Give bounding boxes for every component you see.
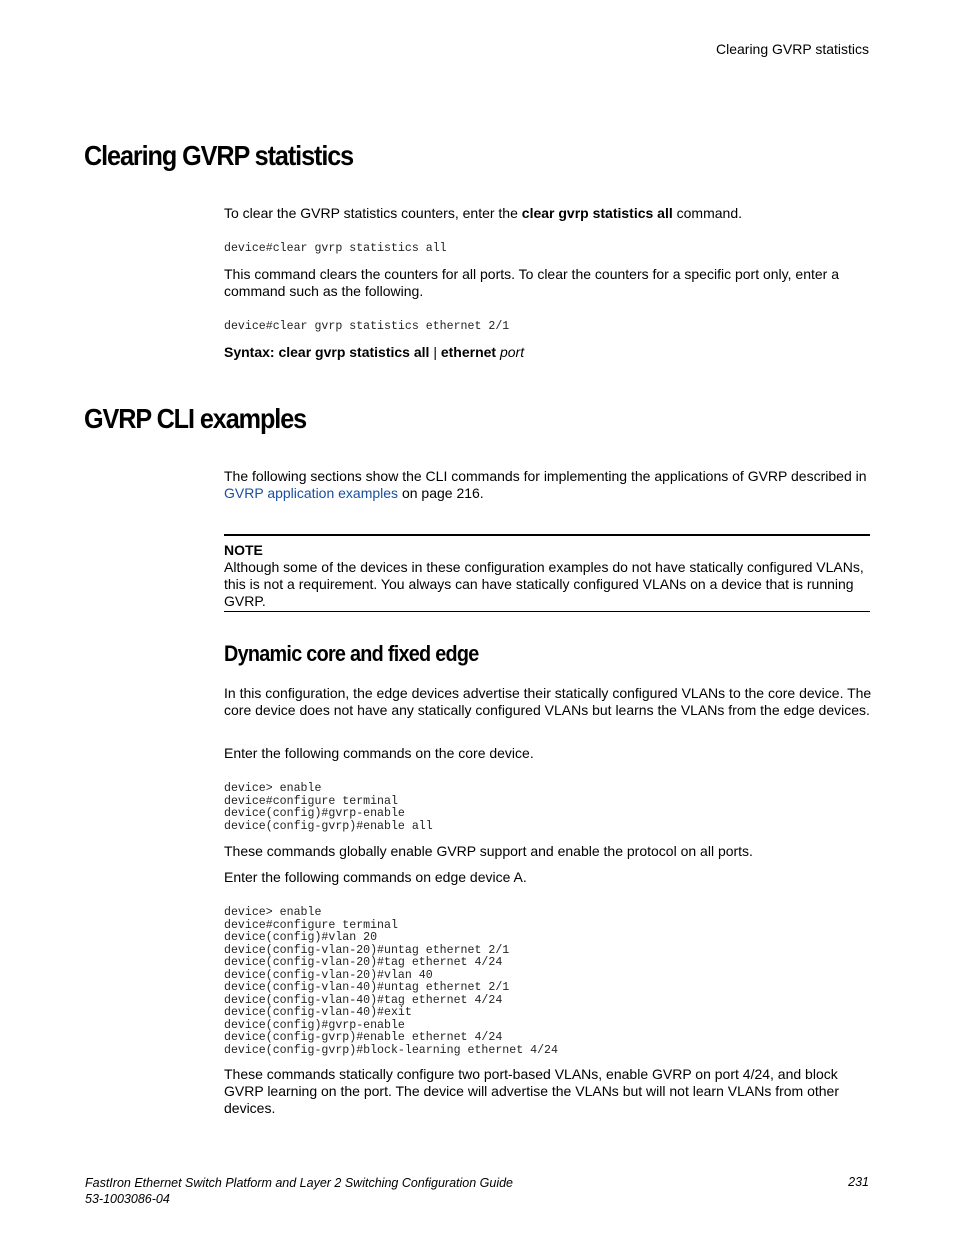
code-core-device: device> enable device#configure terminal device(config)#gvrp-enable device(config-gvrp)#enable all [224,782,433,833]
edge-commands-explanation: These commands statically configure two port-based VLANs, enable GVRP on port 4/24, and block GVRP learning on the port. The device will advertise the VLANs but will not learn VLANs from other devices. [224,1066,840,1116]
syntax-argument: port [496,344,525,360]
footer-doc-number: 53-1003086-04 [85,1192,170,1206]
clear-intro-paragraph [224,205,872,222]
subsection-title-dynamic-core: Dynamic core and fixed edge [224,641,479,666]
section-title-gvrp-cli-examples: GVRP CLI examples [84,403,307,434]
clear-intro-post: command. [672,205,742,221]
edge-commands-intro: Enter the following commands on edge device A. [224,869,527,885]
running-header: Clearing GVRP statistics [715,41,869,57]
page-number: 231 [848,1175,869,1189]
cli-intro-pre: The following sections show the CLI commands for implementing the applications of GVRP described in [224,468,867,484]
clear-intro-pre: To clear the GVRP statistics counters, enter the [224,205,522,221]
syntax-label: Syntax: clear gvrp statistics all [224,344,430,360]
note-bottom-rule [224,611,870,612]
syntax-line [224,344,872,361]
code-edge-device-a: device> enable device#configure terminal device(config)#vlan 20 device(config-vlan-20)#untag ethernet 2/1 device(config-vlan-20)#tag ethernet 4/24 device(config-vlan-20)#vlan 40 device(config-vlan-40)#untag ethernet 2/1 device(config-vlan-40)#tag ethernet 4/24 device(config-vlan-40)#exit device(config)#gvrp-enable device(config-gvrp)#enable ethernet 4/24 device(config-gvrp)#block-learning ethernet 4/24 [224,906,558,1057]
note-label: NOTE [224,542,263,558]
note-top-rule [224,534,870,536]
syntax-separator: | [429,344,441,360]
footer-document-info [85,1175,513,1207]
section-title-clearing-gvrp: Clearing GVRP statistics [84,140,354,171]
core-commands-explanation: These commands globally enable GVRP support and enable the protocol on all ports. [224,843,753,859]
clear-port-paragraph: This command clears the counters for all ports. To clear the counters for a specific port only, enter a command such as the following. [224,266,839,299]
dynamic-core-paragraph: In this configuration, the edge devices advertise their statically configured VLANs to the core device. The core device does not have any statically configured VLANs but learns the VLANs from the edge devices. [224,685,872,718]
code-clear-port: device#clear gvrp statistics ethernet 2/1 [224,320,510,333]
syntax-keyword: ethernet [440,344,497,360]
footer-doc-title: FastIron Ethernet Switch Platform and Layer 2 Switching Configuration Guide [85,1176,513,1190]
gvrp-application-examples-link[interactable]: GVRP application examples [224,485,399,501]
cli-intro-paragraph [224,468,872,502]
core-commands-intro: Enter the following commands on the core device. [224,745,534,761]
clear-intro-command: clear gvrp statistics all [521,205,673,221]
note-text: Although some of the devices in these configuration examples do not have statically configured VLANs, this is not a requirement. You always can have statically configured VLANs on a device that is running GVRP. [224,559,864,609]
code-clear-all: device#clear gvrp statistics all [224,242,447,255]
cli-intro-post: on page 216. [398,485,484,501]
